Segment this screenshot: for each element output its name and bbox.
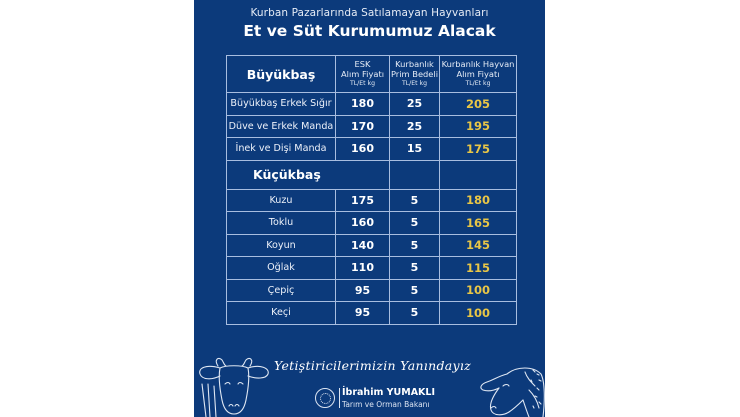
animal-name: Büyükbaş Erkek Sığır bbox=[227, 93, 336, 116]
empty-cell bbox=[440, 160, 517, 189]
signatory-role: Tarım ve Orman Bakanı bbox=[342, 400, 430, 409]
animal-name: İnek ve Dişi Manda bbox=[227, 138, 336, 161]
total-price: 205 bbox=[440, 93, 517, 116]
table-header-row bbox=[227, 56, 517, 93]
animal-name: Oğlak bbox=[227, 257, 336, 280]
esk-price: 175 bbox=[336, 189, 390, 212]
section-title-kucukbas: Küçükbaş bbox=[227, 160, 390, 189]
animal-name: Çepiç bbox=[227, 279, 336, 302]
total-price: 195 bbox=[440, 115, 517, 138]
signature-divider bbox=[339, 388, 340, 408]
prim-price: 5 bbox=[390, 279, 440, 302]
animal-name: Düve ve Erkek Manda bbox=[227, 115, 336, 138]
price-table bbox=[226, 55, 517, 325]
animal-name: Koyun bbox=[227, 234, 336, 257]
prim-price: 5 bbox=[390, 302, 440, 325]
total-price: 175 bbox=[440, 138, 517, 161]
animal-name: Toklu bbox=[227, 212, 336, 235]
esk-price: 140 bbox=[336, 234, 390, 257]
prim-price: 25 bbox=[390, 115, 440, 138]
slogan: Yetiştiricilerimizin Yanındayız bbox=[274, 358, 472, 373]
total-price: 180 bbox=[440, 189, 517, 212]
prim-price: 5 bbox=[390, 189, 440, 212]
esk-price: 95 bbox=[336, 279, 390, 302]
table-row bbox=[227, 212, 517, 235]
prim-price: 5 bbox=[390, 212, 440, 235]
column-header-total: Kurbanlık Hayvan Alım Fiyatı TL/Et kg bbox=[440, 56, 517, 93]
prim-price: 5 bbox=[390, 234, 440, 257]
table-row bbox=[227, 189, 517, 212]
page-title: Et ve Süt Kurumumuz Alacak bbox=[243, 22, 496, 40]
total-price: 100 bbox=[440, 279, 517, 302]
total-price: 115 bbox=[440, 257, 517, 280]
cow-head-icon bbox=[196, 354, 272, 417]
column-header-esk: ESK Alım Fiyatı TL/Et kg bbox=[336, 56, 390, 93]
empty-cell bbox=[390, 160, 440, 189]
total-price: 145 bbox=[440, 234, 517, 257]
table-row bbox=[227, 302, 517, 325]
esk-price: 110 bbox=[336, 257, 390, 280]
ministry-emblem-icon bbox=[315, 388, 335, 408]
esk-price: 160 bbox=[336, 212, 390, 235]
column-header-prim: Kurbanlık Prim Bedeli TL/Et kg bbox=[390, 56, 440, 93]
signatory-name: İbrahim YUMAKLI bbox=[342, 387, 436, 398]
announcement-panel bbox=[194, 0, 545, 417]
total-price: 165 bbox=[440, 212, 517, 235]
esk-price: 180 bbox=[336, 93, 390, 116]
total-price: 100 bbox=[440, 302, 517, 325]
table-row bbox=[227, 279, 517, 302]
section-title-buyukbas: Büyükbaş bbox=[227, 56, 336, 93]
sheep-head-icon bbox=[477, 360, 545, 417]
section-header-row bbox=[227, 160, 517, 189]
animal-name: Kuzu bbox=[227, 189, 336, 212]
table-row bbox=[227, 115, 517, 138]
prim-price: 15 bbox=[390, 138, 440, 161]
table-row bbox=[227, 138, 517, 161]
subtitle: Kurban Pazarlarında Satılamayan Hayvanları bbox=[250, 7, 489, 19]
esk-price: 95 bbox=[336, 302, 390, 325]
prim-price: 25 bbox=[390, 93, 440, 116]
table-row bbox=[227, 257, 517, 280]
esk-price: 160 bbox=[336, 138, 390, 161]
esk-price: 170 bbox=[336, 115, 390, 138]
table-row bbox=[227, 234, 517, 257]
animal-name: Keçi bbox=[227, 302, 336, 325]
table-row bbox=[227, 93, 517, 116]
prim-price: 5 bbox=[390, 257, 440, 280]
